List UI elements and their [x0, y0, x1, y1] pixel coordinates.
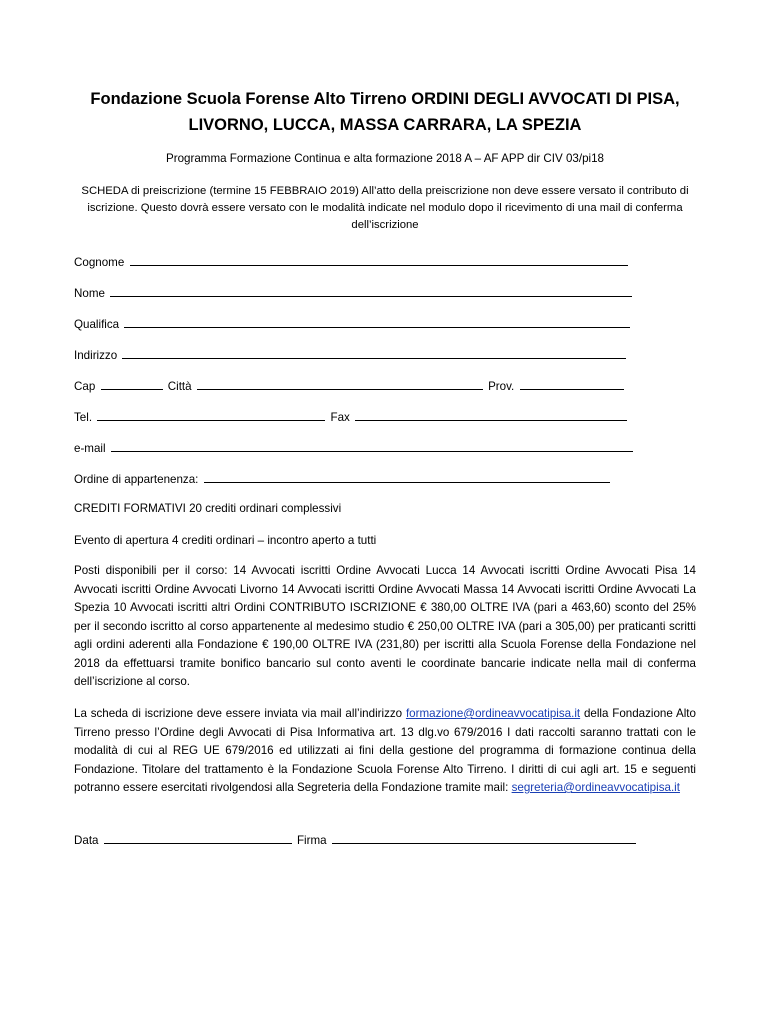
qualifica-label: Qualifica	[74, 318, 120, 331]
qualifica-field[interactable]	[124, 316, 630, 328]
data-firma-row	[74, 832, 638, 848]
ordine-row	[74, 471, 612, 487]
cap-citta-prov-row	[74, 378, 626, 394]
crediti-text: CREDITI FORMATIVI 20 crediti ordinari complessivi	[74, 502, 342, 515]
intro-paragraph: SCHEDA di preiscrizione (termine 15 FEBBRAIO 2019) All’atto della preiscrizione non deve essere versato il contributo di iscrizione. Questo dovrà essere versato con le modalità indicate nel modulo dopo il ricevimento di una mail di conferma dell’iscrizione	[81, 185, 689, 231]
privacy-paragraph	[74, 705, 696, 798]
ordine-field[interactable]	[204, 471, 610, 483]
tel-label: Tel.	[74, 411, 93, 424]
prov-field[interactable]	[520, 378, 624, 390]
program-subtitle: Programma Formazione Continua e alta formazione 2018 A – AF APP dir CIV 03/pi18	[165, 152, 604, 165]
prov-label: Prov.	[488, 380, 515, 393]
nome-row	[74, 285, 634, 301]
formazione-email-link[interactable]: formazione@ordineavvocatipisa.it	[405, 707, 581, 720]
fax-field[interactable]	[355, 409, 627, 421]
segreteria-email-link[interactable]: segreteria@ordineavvocatipisa.it	[511, 781, 680, 794]
cap-label: Cap	[74, 380, 96, 393]
firma-field[interactable]	[332, 832, 636, 844]
tel-field[interactable]	[97, 409, 325, 421]
data-field[interactable]	[104, 832, 292, 844]
email-label: e-mail	[74, 442, 106, 455]
document-title: Fondazione Scuola Forense Alto Tirreno ORDINI DEGLI AVVOCATI DI PISA, LIVORNO, LUCCA, MASSA CARRARA, LA SPEZIA	[90, 90, 680, 134]
tel-fax-row	[74, 409, 629, 425]
nome-field[interactable]	[110, 285, 632, 297]
data-label: Data	[74, 834, 99, 847]
indirizzo-field[interactable]	[122, 347, 626, 359]
indirizzo-label: Indirizzo	[74, 349, 118, 362]
citta-label: Città	[167, 380, 192, 393]
evento-text: Evento di apertura 4 crediti ordinari – incontro aperto a tutti	[74, 534, 377, 547]
citta-field[interactable]	[197, 378, 483, 390]
cap-field[interactable]	[101, 378, 163, 390]
firma-label: Firma	[296, 834, 327, 847]
indirizzo-row	[74, 347, 628, 363]
cognome-field[interactable]	[130, 254, 628, 266]
cognome-row	[74, 254, 630, 270]
posti-paragraph: Posti disponibili per il corso: 14 Avvocati iscritti Ordine Avvocati Lucca 14 Avvocati iscritti Ordine Avvocati Pisa 14 Avvocati iscritti Ordine Avvocati Livorno 14 Avvocati iscritti Ordine Avvocati Massa 14 Avvocati iscritti Ordine Avvocati La Spezia 10 Avvocati iscritti altri Ordini CONTRIBUTO ISCRIZIONE € 380,00 OLTRE IVA (pari a 463,60) sconto del 25% per il secondo iscritto al corso appartenente al medesimo studio € 250,00 OLTRE IVA (pari a 305,00) per praticanti scritti agli ordini aderenti alla Fondazione € 190,00 OLTRE IVA (231,80) per iscritti alla Scuola Forense della Fondazione nel 2018 da effettuarsi tramite bonifico bancario sul conto aventi le coordinate bancarie indicate nella mail di conferma dell’iscrizione al corso.	[74, 564, 696, 688]
privacy-text-2: della Fondazione Alto Tirreno presso l’Ordine degli Avvocati di Pisa Informativa art. 13 dlg.vo 679/2016 I dati raccolti saranno trattati con le modalità di cui al REG UE 679/2016 ed utilizzati ai fini della gestione del programma di formazione continua della Fondazione. Titolare del trattamento è la Fondazione Scuola Forense Alto Tirreno. I diritti di cui agli art. 15 e seguenti potranno essere esercitati rivolgendosi alla Segreteria della Fondazione tramite mail:	[74, 707, 696, 794]
email-row	[74, 440, 635, 456]
cognome-label: Cognome	[74, 256, 125, 269]
nome-label: Nome	[74, 287, 105, 300]
ordine-label: Ordine di appartenenza:	[74, 473, 199, 486]
email-field[interactable]	[111, 440, 633, 452]
qualifica-row	[74, 316, 632, 332]
fax-label: Fax	[330, 411, 350, 424]
privacy-text-1: La scheda di iscrizione deve essere inviata via mail all’indirizzo	[74, 707, 403, 720]
